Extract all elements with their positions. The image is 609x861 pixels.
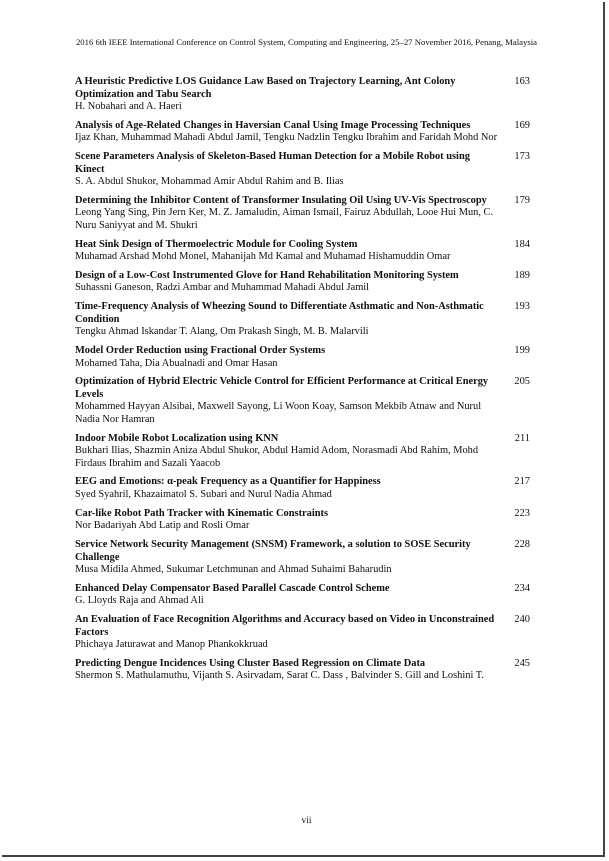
paper-title: EEG and Emotions: α-peak Frequency as a Quantifier for Happiness bbox=[75, 476, 381, 488]
paper-title: An Evaluation of Face Recognition Algorithms and Accuracy based on Video in Unconstrained Factors bbox=[75, 614, 495, 638]
page-number: 205 bbox=[514, 376, 530, 388]
page-number: 217 bbox=[514, 476, 530, 488]
toc-entry bbox=[75, 508, 545, 533]
toc-entry bbox=[75, 151, 545, 189]
paper-title: Enhanced Delay Compensator Based Parallel Cascade Control Scheme bbox=[75, 582, 390, 594]
paper-title: Analysis of Age-Related Changes in Haversian Canal Using Image Processing Techniques bbox=[75, 119, 471, 131]
table-of-contents bbox=[75, 76, 545, 689]
paper-authors: Phichaya Jaturawat and Manop Phankokkruad bbox=[75, 639, 268, 651]
page-number: 223 bbox=[514, 507, 530, 519]
paper-authors: Mohammed Hayyan Alsibai, Maxwell Sayong, Li Woon Koay, Samson Mekbib Atnaw and Nurul Nadia Nor Hamran bbox=[75, 401, 482, 425]
page-number: 240 bbox=[514, 614, 530, 626]
paper-authors: S. A. Abdul Shukor, Mohammad Amir Abdul Rahim and B. Ilias bbox=[75, 176, 344, 188]
paper-authors: G. Lloyds Raja and Ahmad Ali bbox=[75, 595, 204, 607]
page-number: 173 bbox=[514, 151, 530, 163]
page-number: 184 bbox=[514, 238, 530, 250]
toc-entry bbox=[75, 658, 545, 683]
page-number: 199 bbox=[514, 345, 530, 357]
toc-entry bbox=[75, 583, 545, 608]
paper-authors: Shermon S. Mathulamuthu, Vijanth S. Asirvadam, Sarat C. Dass , Balvinder S. Gill and Loshini T. bbox=[75, 670, 484, 682]
paper-title: Predicting Dengue Incidences Using Cluster Based Regression on Climate Data bbox=[75, 657, 426, 669]
paper-title: Scene Parameters Analysis of Skeleton-Based Human Detection for a Mobile Robot using Kinect bbox=[75, 151, 470, 175]
toc-entry bbox=[75, 539, 545, 577]
toc-entry bbox=[75, 433, 545, 471]
page-number: 169 bbox=[514, 119, 530, 131]
toc-entry bbox=[75, 76, 545, 114]
paper-title: Model Order Reduction using Fractional Order Systems bbox=[75, 345, 326, 357]
paper-title: Determining the Inhibitor Content of Transformer Insulating Oil Using UV-Vis Spectroscopy bbox=[75, 194, 487, 206]
paper-authors: Mohamed Taha, Dia Abualnadi and Omar Hasan bbox=[75, 357, 278, 369]
page-number: 163 bbox=[514, 76, 530, 87]
paper-authors: Syed Syahril, Khazaimatol S. Subari and Nurul Nadia Ahmad bbox=[75, 488, 332, 500]
paper-authors: Ijaz Khan, Muhammad Mahadi Abdul Jamil, Tengku Nadzlin Tengku Ibrahim and Faridah Mohd Nor bbox=[75, 132, 498, 144]
page-number: 193 bbox=[514, 301, 530, 313]
paper-title: Car-like Robot Path Tracker with Kinematic Constraints bbox=[75, 507, 329, 519]
paper-authors: Bukhari Ilias, Shazmin Aniza Abdul Shukor, Abdul Hamid Adom, Norasmadi Abd Rahim, Mohd Firdaus Ibrahim and Sazali Yaacob bbox=[75, 445, 479, 469]
toc-entry bbox=[75, 120, 545, 145]
paper-title: Heat Sink Design of Thermoelectric Module for Cooling System bbox=[75, 238, 358, 250]
page-number: 245 bbox=[514, 657, 530, 669]
running-header: 2016 6th IEEE International Conference on Control System, Computing and Engineering, 25–27 November 2016, Penang, Malaysia bbox=[75, 37, 538, 47]
toc-entry bbox=[75, 195, 545, 233]
page-number: 211 bbox=[514, 432, 530, 444]
paper-authors: Tengku Ahmad Iskandar T. Alang, Om Prakash Singh, M. B. Malarvili bbox=[75, 326, 369, 338]
paper-authors: H. Nobahari and A. Haeri bbox=[75, 101, 182, 112]
paper-authors: Leong Yang Sing, Pin Jern Ker, M. Z. Jamaludin, Aiman Ismail, Fairuz Abdullah, Looe Hui Mun, C. Nuru Saniyyat and M. Shukri bbox=[75, 207, 494, 231]
toc-entry bbox=[75, 376, 545, 426]
toc-entry bbox=[75, 239, 545, 264]
toc-entry bbox=[75, 270, 545, 295]
page-footer-number: vii bbox=[301, 816, 312, 826]
page-number: 189 bbox=[514, 269, 530, 281]
toc-entry bbox=[75, 345, 545, 370]
paper-authors: Muhamad Arshad Mohd Monel, Mahanijah Md Kamal and Muhamad Hishamuddin Omar bbox=[75, 251, 451, 263]
paper-title: Indoor Mobile Robot Localization using KNN bbox=[75, 432, 279, 444]
paper-title: Service Network Security Management (SNSM) Framework, a solution to SOSE Security Challenge bbox=[75, 539, 471, 563]
page-number: 234 bbox=[514, 582, 530, 594]
page bbox=[2, 2, 605, 857]
paper-title: A Heuristic Predictive LOS Guidance Law Based on Trajectory Learning, Ant Colony Optimization and Tabu Search bbox=[75, 76, 456, 100]
page-number: 179 bbox=[514, 194, 530, 206]
toc-entry bbox=[75, 614, 545, 652]
paper-authors: Musa Midila Ahmed, Sukumar Letchmunan and Ahmad Suhaimi Baharudin bbox=[75, 564, 392, 576]
paper-authors: Nor Badariyah Abd Latip and Rosli Omar bbox=[75, 520, 250, 532]
page-number: 228 bbox=[514, 539, 530, 551]
paper-title: Time-Frequency Analysis of Wheezing Sound to Differentiate Asthmatic and Non-Asthmatic Condition bbox=[75, 301, 484, 325]
toc-entry bbox=[75, 301, 545, 339]
paper-title: Optimization of Hybrid Electric Vehicle Control for Efficient Performance at Critical Energy Levels bbox=[75, 376, 489, 400]
paper-authors: Suhassni Ganeson, Radzi Ambar and Muhammad Mahadi Abdul Jamil bbox=[75, 282, 370, 294]
paper-title: Design of a Low-Cost Instrumented Glove for Hand Rehabilitation Monitoring System bbox=[75, 269, 459, 281]
toc-entry bbox=[75, 476, 545, 501]
